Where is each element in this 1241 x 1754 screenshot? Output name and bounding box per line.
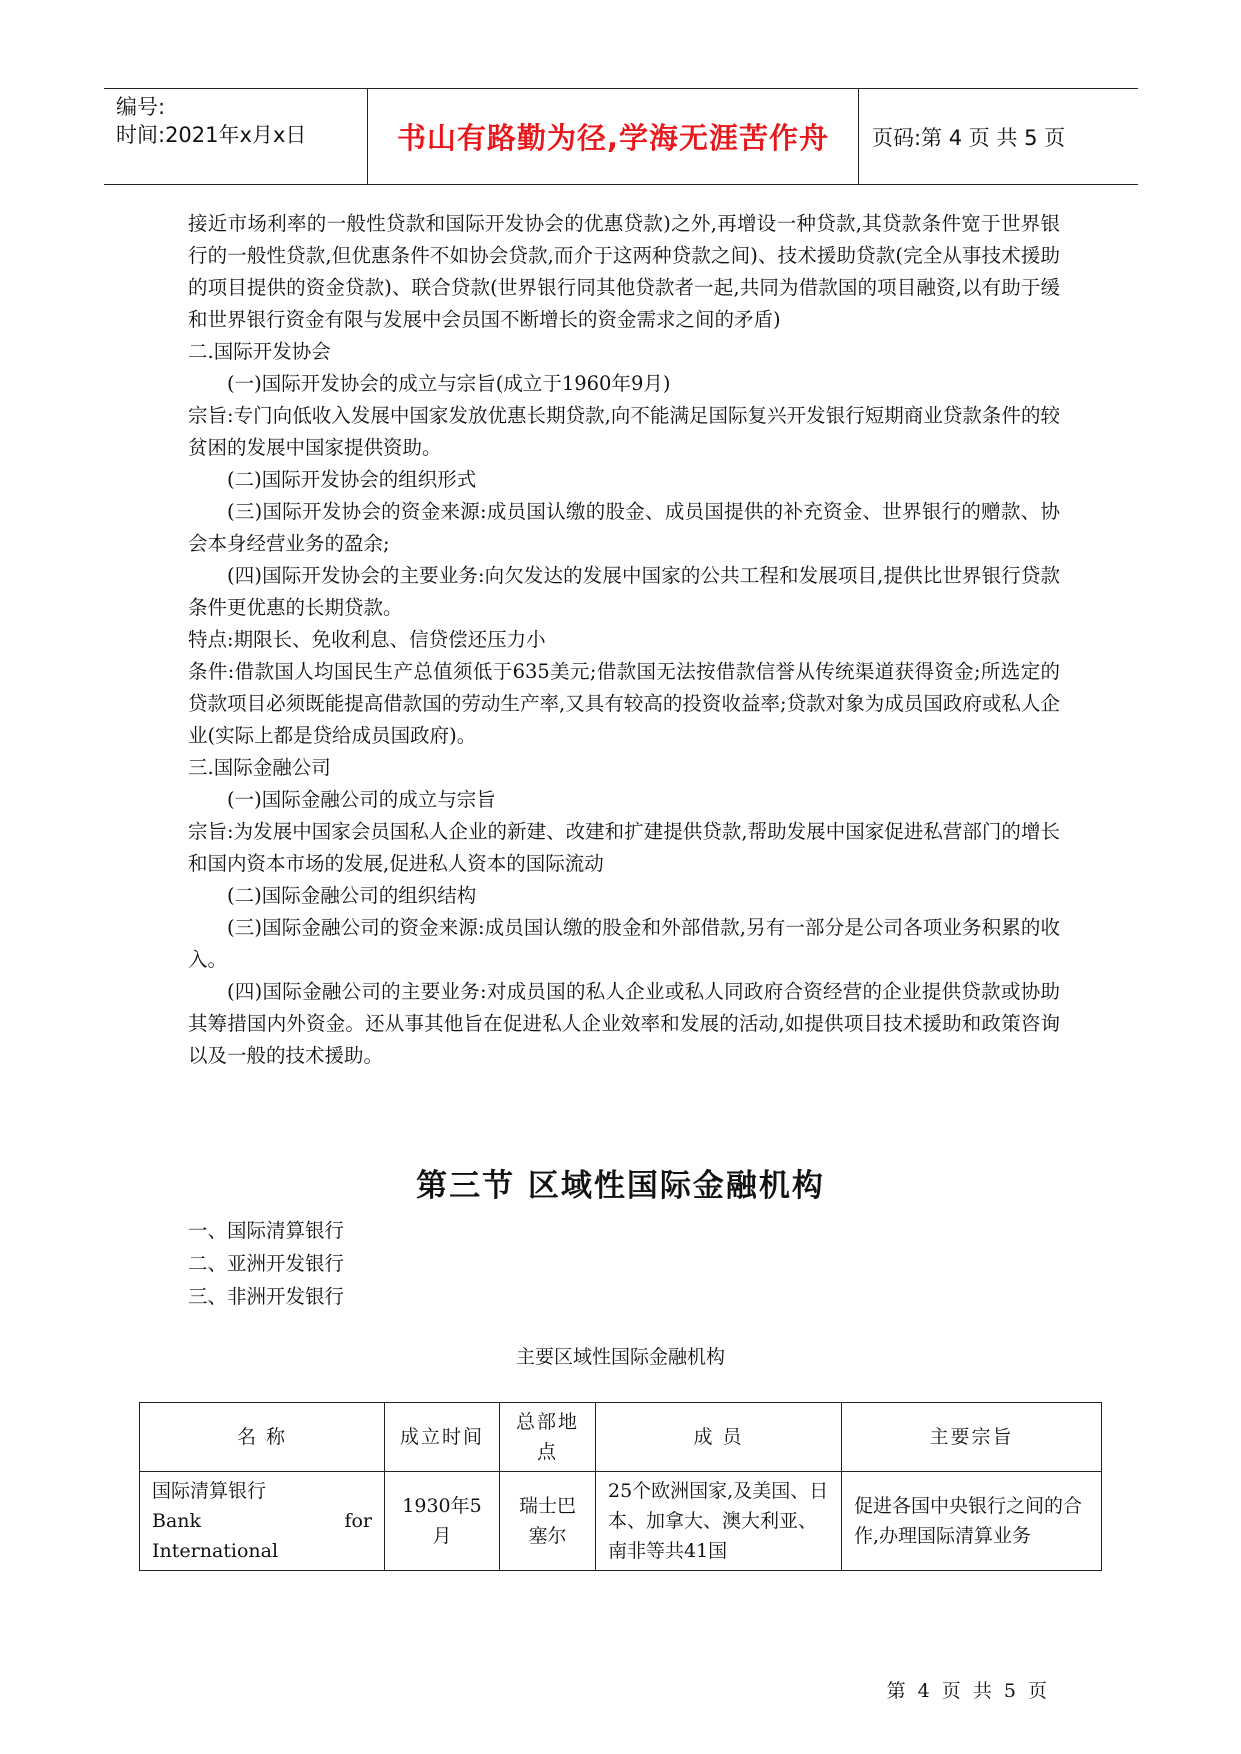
list-item: 一、国际清算银行	[188, 1219, 345, 1242]
header-meta	[116, 93, 366, 149]
cell-founded: 1930年5月	[385, 1472, 500, 1571]
cell-name	[140, 1472, 385, 1571]
paragraph: 条件:借款国人均国民生产总值须低于635美元;借款国无法按借款信誉从传统渠道获得资金;所选定的贷款项目必须既能提高借款国的劳动生产率,又具有较高的投资收益率;贷款对象为成员国政府或私人企业(实际上都是贷给成员国政府)。	[188, 660, 1060, 747]
paragraph: 宗旨:为发展中国家会员国私人企业的新建、改建和扩建提供贷款,帮助发展中国家促进私营部门的增长和国内资本市场的发展,促进私人资本的国际流动	[188, 820, 1060, 875]
paragraph: 接近市场利率的一般性贷款和国际开发协会的优惠贷款)之外,再增设一种贷款,其贷款条件宽于世界银行的一般性贷款,但优惠条件不如协会贷款,而介于这两种贷款之间)、技术援助贷款(完全从事技术援助的项目提供的资金贷款)、联合贷款(世界银行同其他贷款者一起,共同为借款国的项目融资,以有助于缓和世界银行资金有限与发展中会员国不断增长的资金需求之间的矛盾)	[188, 212, 1060, 331]
list-item: 三、非洲开发银行	[188, 1285, 345, 1308]
name-en-word: Bank	[152, 1510, 202, 1532]
header-name: 名 称	[140, 1403, 385, 1472]
subheading: (一)国际开发协会的成立与宗旨(成立于1960年9月)	[227, 372, 671, 395]
name-en-word: for	[344, 1510, 372, 1532]
paragraph: 特点:期限长、免收利息、信贷偿还压力小	[188, 628, 546, 651]
time-label: 时间:2021年x月x日	[116, 123, 307, 147]
cell-purpose: 促进各国中央银行之间的合作,办理国际清算业务	[842, 1472, 1102, 1571]
header-founded: 成立时间	[385, 1403, 500, 1472]
serial-label: 编号:	[116, 95, 166, 119]
body-text	[188, 208, 1060, 1072]
paragraph: 宗旨:专门向低收入发展中国家发放优惠长期贷款,向不能满足国际复兴开发银行短期商业贷款条件的较贫困的发展中国家提供资助。	[188, 404, 1060, 459]
header-members: 成 员	[596, 1403, 842, 1472]
paragraph: (四)国际开发协会的主要业务:向欠发达的发展中国家的公共工程和发展项目,提供比世界银行贷款条件更优惠的长期贷款。	[188, 564, 1060, 619]
name-cn: 国际清算银行	[152, 1480, 267, 1502]
section-heading: 二.国际开发协会	[188, 340, 331, 363]
table-caption: 主要区域性国际金融机构	[515, 1346, 725, 1368]
header-motto: 书山有路勤为径,学海无涯苦作舟	[396, 121, 830, 155]
section-list	[188, 1214, 788, 1313]
cell-members: 25个欧洲国家,及美国、日本、加拿大、澳大利亚、南非等共41国	[596, 1472, 842, 1571]
section-title: 第三节 区域性国际金融机构	[416, 1168, 825, 1204]
subheading: (二)国际开发协会的组织形式	[227, 468, 477, 491]
name-en-line: International	[152, 1540, 279, 1562]
header-page-info: 页码:第 4 页 共 5 页	[872, 125, 1066, 150]
name-en-line	[152, 1506, 372, 1536]
paragraph: (三)国际开发协会的资金来源:成员国认缴的股金、成员国提供的补充资金、世界银行的赠款、协会本身经营业务的盈余;	[188, 500, 1060, 555]
subheading: (二)国际金融公司的组织结构	[227, 884, 477, 907]
section-heading: 三.国际金融公司	[188, 756, 331, 779]
cell-hq: 瑞士巴塞尔	[500, 1472, 596, 1571]
subheading: (一)国际金融公司的成立与宗旨	[227, 788, 496, 811]
header-purpose: 主要宗旨	[842, 1403, 1102, 1472]
table-header-row	[140, 1403, 1102, 1472]
list-item: 二、亚洲开发银行	[188, 1252, 345, 1275]
paragraph: (四)国际金融公司的主要业务:对成员国的私人企业或私人同政府合资经营的企业提供贷款或协助其筹措国内外资金。还从事其他旨在促进私人企业效率和发展的活动,如提供项目技术援助和政策咨询以及一般的技术援助。	[188, 980, 1060, 1067]
page-footer: 第 4 页 共 5 页	[886, 1680, 1047, 1702]
header-hq: 总部地点	[500, 1403, 596, 1472]
institutions-table	[139, 1402, 1102, 1571]
paragraph: (三)国际金融公司的资金来源:成员国认缴的股金和外部借款,另有一部分是公司各项业务积累的收入。	[188, 916, 1060, 971]
header-divider	[858, 89, 859, 184]
page-header	[104, 88, 1138, 185]
table-row	[140, 1472, 1102, 1571]
